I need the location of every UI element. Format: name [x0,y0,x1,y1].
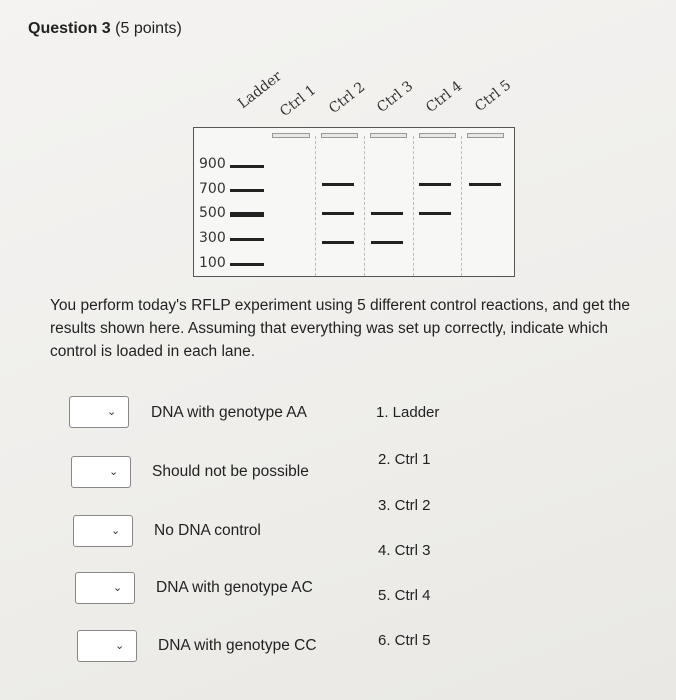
well [419,133,456,138]
lane-label-ctrl-2: Ctrl 2 [326,79,369,117]
size-label-900: 900 [199,156,226,172]
match-label-4: DNA with genotype AC [156,579,313,596]
well [272,133,310,138]
ladder-band-500 [230,212,264,217]
ladder-band-700 [230,189,264,192]
band-ctrl2-300 [322,241,354,244]
option-ladder: 1. Ladder [376,404,440,421]
match-select-1[interactable] [69,396,129,428]
well [370,133,407,138]
chevron-down-icon: ⌄ [107,405,117,418]
band-ctrl2-500 [322,212,354,215]
band-ctrl3-300 [371,241,403,244]
ladder-band-900 [230,165,264,168]
lane-label-ctrl-5: Ctrl 5 [472,77,515,115]
lane-label-ctrl-4: Ctrl 4 [423,78,466,116]
band-ctrl2-700 [322,183,354,186]
gel-box [193,127,515,277]
lane-label-ctrl-1: Ctrl 1 [277,82,320,120]
band-ctrl4-500 [419,212,451,215]
ladder-band-300 [230,238,264,241]
size-label-500: 500 [199,205,226,221]
lane-divider [413,136,415,276]
option-ctrl-5: 6. Ctrl 5 [378,632,431,649]
band-ctrl5-700 [469,183,501,186]
band-ctrl4-700 [419,183,451,186]
lane-label-ladder: Ladder [235,68,285,112]
option-ctrl-3: 4. Ctrl 3 [378,542,431,559]
band-ctrl3-500 [371,212,403,215]
question-prompt: You perform today's RFLP experiment using 5 different control reactions, and get the results shown here. Assuming that everything was set up correctly, indicate which control is loaded in each lane. [50,297,630,360]
lane-divider [364,136,366,276]
match-select-3[interactable] [73,515,133,547]
match-label-5: DNA with genotype CC [158,637,317,654]
question-number: Question 3 [28,20,111,37]
well [467,133,504,138]
option-ctrl-1: 2. Ctrl 1 [378,451,431,468]
chevron-down-icon: ⌄ [111,524,121,537]
chevron-down-icon: ⌄ [115,639,125,652]
gel-figure [0,0,676,300]
match-label-2: Should not be possible [152,463,309,480]
well [321,133,358,138]
match-select-4[interactable] [75,572,135,604]
chevron-down-icon: ⌄ [109,465,119,478]
match-label-1: DNA with genotype AA [151,404,307,421]
size-label-700: 700 [199,181,226,197]
chevron-down-icon: ⌄ [113,581,123,594]
size-label-100: 100 [199,255,226,271]
lane-label-ctrl-3: Ctrl 3 [374,78,417,116]
option-ctrl-2: 3. Ctrl 2 [378,497,431,514]
size-label-300: 300 [199,230,226,246]
match-select-2[interactable] [71,456,131,488]
ladder-band-100 [230,263,264,266]
lane-divider [315,136,317,276]
option-ctrl-4: 5. Ctrl 4 [378,587,431,604]
match-select-5[interactable] [77,630,137,662]
lane-divider [461,136,463,276]
match-label-3: No DNA control [154,522,261,539]
question-points: (5 points) [115,20,182,37]
